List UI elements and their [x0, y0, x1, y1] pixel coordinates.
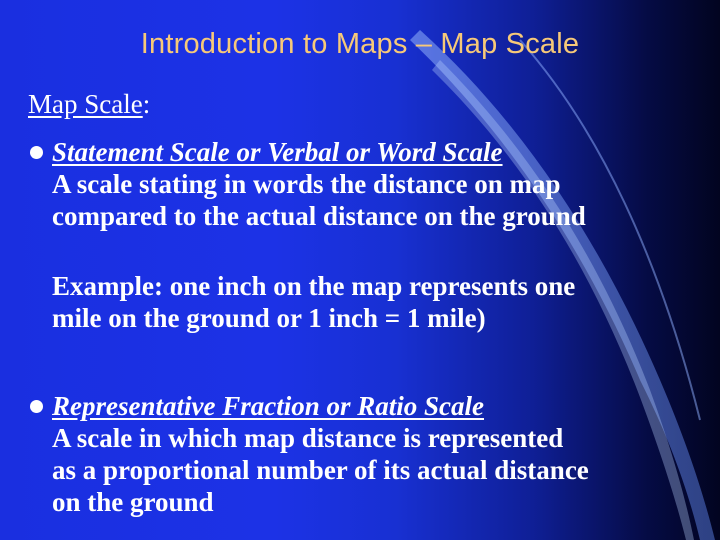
bullet-description-representative-fraction [52, 422, 702, 518]
section-heading [28, 88, 150, 120]
description-line: A scale in which map distance is represented [52, 423, 564, 453]
description-line: compared to the actual distance on the ground [52, 201, 586, 231]
bullet-example-statement-scale [52, 270, 702, 334]
description-line: A scale stating in words the distance on map [52, 169, 561, 199]
bullet-description-statement-scale [52, 168, 702, 232]
section-heading-colon: : [142, 89, 151, 119]
example-line: mile on the ground or 1 inch = 1 mile) [52, 303, 486, 333]
description-line: on the ground [52, 487, 214, 517]
description-line: as a proportional number of its actual distance [52, 455, 589, 485]
bullet-title-representative-fraction: Representative Fraction or Ratio Scale [52, 391, 484, 421]
bullet-title-statement-scale: Statement Scale or Verbal or Word Scale [52, 137, 503, 167]
slide-title: Introduction to Maps – Map Scale [140, 28, 580, 60]
bullet-dot-icon [30, 146, 43, 159]
section-heading-label: Map Scale [28, 89, 143, 119]
example-line: Example: one inch on the map represents one [52, 271, 576, 301]
bullet-dot-icon [30, 400, 43, 413]
